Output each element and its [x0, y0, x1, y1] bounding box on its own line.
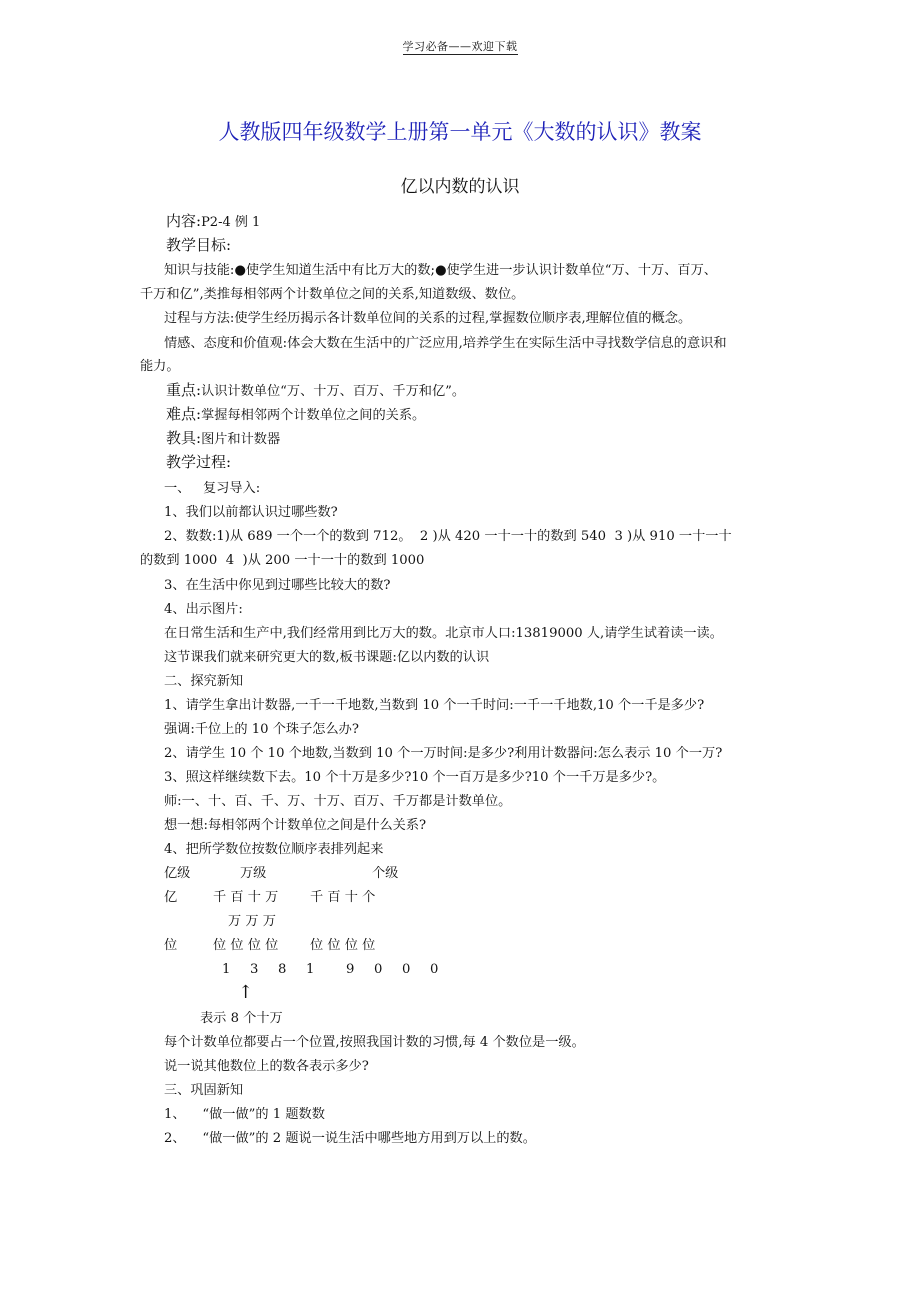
digit-6: 0	[374, 962, 383, 977]
place-wei-label: 位	[164, 938, 178, 953]
goal-knowledge-line1: 知识与技能:●使学生知道生活中有比万大的数;●使学生进一步认识计数单位“万、十万、百万、	[164, 263, 717, 278]
tools-row: 教具:图片和计数器	[166, 429, 281, 447]
process-label: 教学过程:	[166, 453, 232, 471]
section-1-q4: 4、出示图片:	[164, 602, 243, 617]
section-2-think: 想一想:每相邻两个计数单位之间是什么关系?	[164, 818, 427, 833]
goal-emotion-line1: 情感、态度和价值观:体会大数在生活中的广泛应用,培养学生在实际生活中寻找数学信息的意识和	[164, 336, 727, 351]
section-2-q3: 3、照这样继续数下去。10 个十万是多少?10 个一百万是多少?10 个一千万是多少?。	[164, 770, 666, 785]
lesson-subtitle: 亿以内数的认识	[400, 177, 520, 197]
place-wei-wan: 位 位 位 位	[213, 938, 279, 953]
place-wan-suffix: 万 万 万	[228, 914, 276, 929]
section-2-rule: 每个计数单位都要占一个位置,按照我国计数的习惯,每 4 个数位是一级。	[164, 1035, 585, 1050]
section-2-q1: 1、请学生拿出计数器,一千一千地数,当数到 10 个一千时问:一千一千地数,10 个一千是多少?	[164, 698, 705, 713]
digit-3: 8	[278, 962, 287, 977]
section-1-q2-line1: 2、数数:1)从 689 一个一个的数到 712。 2 )从 420 一十一十的数到 540 3 )从 910 一十一十	[164, 529, 732, 544]
goal-process: 过程与方法:使学生经历揭示各计数单位间的关系的过程,掌握数位顺序表,理解位值的概念。	[164, 311, 692, 326]
section-2-teacher: 师:一、十、百、千、万、十万、百万、千万都是计数单位。	[164, 794, 512, 809]
place-class-ge: 个级	[372, 866, 399, 881]
section-2-title: 二、探究新知	[164, 674, 244, 689]
place-yi: 亿	[164, 890, 178, 905]
content-row: 内容:P2-4 例 1	[166, 212, 261, 230]
up-arrow-icon: ↑	[238, 982, 254, 1003]
section-3-title: 三、巩固新知	[164, 1083, 244, 1098]
goal-emotion-line2: 能力。	[140, 359, 180, 374]
section-2-emphasis: 强调:千位上的 10 个珠子怎么办?	[164, 722, 359, 737]
section-2-say: 说一说其他数位上的数各表示多少?	[164, 1059, 369, 1074]
goals-label: 教学目标:	[166, 236, 232, 254]
section-2-q4: 4、把所学数位按数位顺序表排列起来	[164, 842, 384, 857]
section-3-q1: 1、 “做一做”的 1 题数数	[164, 1107, 325, 1122]
section-1-q4-text2: 这节课我们就来研究更大的数,板书课题:亿以内数的认识	[164, 650, 490, 665]
digit-5: 9	[346, 962, 355, 977]
document-title: 人教版四年级数学上册第一单元《大数的认识》教案	[218, 120, 702, 144]
section-3-q2: 2、 “做一做”的 2 题说一说生活中哪些地方用到万以上的数。	[164, 1131, 536, 1146]
digit-7: 0	[402, 962, 411, 977]
arrow-note: 表示 8 个十万	[200, 1011, 283, 1026]
place-ge-units: 千 百 十 个	[310, 890, 376, 905]
digit-2: 3	[250, 962, 259, 977]
section-1-q4-text: 在日常生活和生产中,我们经常用到比万大的数。北京市人口:13819000 人,请学生试着读一读。	[164, 626, 723, 641]
place-wei-ge: 位 位 位 位	[310, 938, 376, 953]
place-class-yi: 亿级	[164, 866, 191, 881]
header-note: 学习必备——欢迎下载	[402, 40, 518, 53]
section-1-q3: 3、在生活中你见到过哪些比较大的数?	[164, 578, 391, 593]
digit-1: 1	[222, 962, 231, 977]
section-1-q2-line2: 的数到 1000 4 )从 200 一十一十的数到 1000	[140, 553, 425, 568]
digit-8: 0	[430, 962, 439, 977]
place-class-wan: 万级	[240, 866, 267, 881]
goal-knowledge-line2: 千万和亿”,类推每相邻两个计数单位之间的关系,知道数级、数位。	[140, 287, 525, 302]
section-1-title: 一、 复习导入:	[164, 481, 261, 496]
difficulty-row: 难点:掌握每相邻两个计数单位之间的关系。	[166, 405, 426, 423]
section-2-q2: 2、请学生 10 个 10 个地数,当数到 10 个一万时间:是多少?利用计数器问:怎么表示 10 个一万?	[164, 746, 723, 761]
digit-4: 1	[306, 962, 315, 977]
key-point-row: 重点:认识计数单位“万、十万、百万、千万和亿”。	[166, 381, 466, 399]
place-wan-units: 千 百 十 万	[213, 890, 279, 905]
section-1-q1: 1、我们以前都认识过哪些数?	[164, 505, 338, 520]
